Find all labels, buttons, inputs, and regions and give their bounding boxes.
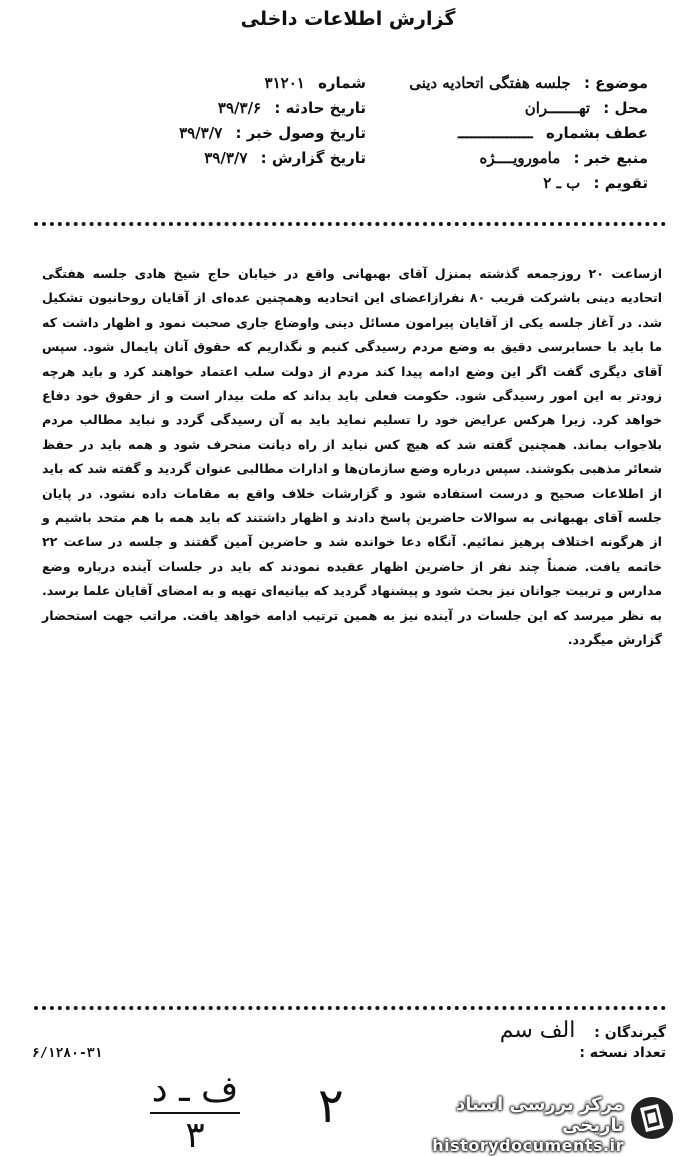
meta-rating: [348, 172, 648, 194]
meta-subject: [348, 72, 648, 94]
meta-block-left: [66, 72, 366, 172]
watermark-text: [414, 1094, 624, 1155]
handwritten-page-number: ۲: [318, 1078, 344, 1134]
receivers-label: گیرندگان :: [594, 1025, 666, 1041]
watermark: [412, 1090, 682, 1155]
copies-label: تعداد نسخه :: [579, 1045, 666, 1061]
document-number: ۶/۱۲۸۰-۳۱: [32, 1046, 103, 1061]
meta-label: شماره: [318, 74, 366, 92]
meta-value: جلسه هفتگی اتحادیه دینی: [409, 74, 571, 92]
watermark-org-name: مرکز بررسی اسناد تاریخی: [456, 1094, 624, 1136]
meta-label: تقویم :: [593, 174, 648, 192]
archive-logo-icon: [628, 1094, 676, 1142]
receivers-row: [366, 1020, 666, 1042]
meta-label: تاریخ گزارش :: [260, 149, 366, 167]
meta-value: ۳۱۲۰۱: [264, 74, 305, 92]
meta-label: موضوع :: [583, 74, 648, 92]
meta-value: ب ـ ۲: [543, 174, 581, 192]
meta-value: ۳۹/۳/۶: [217, 99, 262, 117]
annotation-bottom: ۳: [185, 1115, 205, 1156]
meta-reference: [348, 122, 648, 144]
meta-number: [66, 72, 366, 94]
divider-bottom: [34, 1006, 666, 1010]
meta-value: تهـــــــران: [524, 99, 591, 117]
meta-report-date: [66, 147, 366, 169]
annotation-bar: [150, 1112, 240, 1114]
meta-label: منبع خبر :: [573, 149, 648, 167]
meta-label: تاریخ وصول خبر :: [235, 124, 366, 142]
meta-receipt-date: [66, 122, 366, 144]
report-body: [42, 262, 662, 653]
meta-label: محل :: [603, 99, 648, 117]
meta-value: ۳۹/۳/۷: [179, 124, 223, 142]
receivers-block: [366, 1020, 666, 1064]
meta-value: مامورویــــژه: [479, 149, 561, 167]
annotation-top: ف ـ د: [151, 1069, 239, 1110]
divider-top: [34, 222, 666, 226]
meta-block-right: [348, 72, 648, 197]
meta-event-date: [66, 97, 366, 119]
meta-place: [348, 97, 648, 119]
meta-value: ۳۹/۳/۷: [204, 149, 248, 167]
meta-label: عطف بشماره: [545, 124, 648, 142]
watermark-site: historydocuments.ir: [432, 1136, 624, 1155]
receivers-handwritten: الف سم: [499, 1018, 576, 1043]
copies-row: [366, 1042, 666, 1064]
meta-value: ـــــــــــــــــ: [458, 124, 533, 142]
document-title: گزارش اطلاعات داخلی: [240, 8, 456, 30]
meta-source: [348, 147, 648, 169]
report-paragraph: ازساعت ۲۰ روزجمعه گذشته بمنزل آقای بهبهانی واقع در خیابان حاج شیخ هادی جلسه هفتگی اتحادیه دینی باشرکت قریب ۸۰ نفرازاعضای این اتحادیه وهمچنین عده‌ای از آقایان روحانیون تشکیل شد. در آغاز جلسه یکی از آقایان پیرامون مسائل دینی واوضاع جاری صحبت نمود و اظهار داشت که ما باید با حسابرسی دقیق به وضع مردم رسیدگی کنیم و نگذاریم که حقوق آنان پایمال شود. سپس آقای دیگری گفت اگر این وضع ادامه پیدا کند مردم از دولت سلب اعتماد خواهند کرد و باید هرچه زودتر به این امور رسیدگی شود. حکومت فعلی باید بداند که ملت بیدار است و از حقوق خود دفاع خواهد کرد. زیرا هرکس عرایض خود را تسلیم نماید باید به آن رسیدگی گردد و نباید مطالب مردم بلاجواب بماند. همچنین گفته شد که هیچ کس نباید از راه دیانت منحرف شود و همه باید در حفظ شعائر مذهبی بکوشند. سپس درباره وضع سازمان‌ها و ادارات مطالبی عنوان گردید و گفته شد که باید از اطلاعات صحیح و درست استفاده شود و گزارشات خلاف واقع به مقامات داده نشود. در پایان جلسه آقای بهبهانی به سوالات حاضرین پاسخ دادند و اظهار داشتند که باید همه با هم متحد باشیم و از هرگونه اختلاف پرهیز نمائیم. آنگاه دعا خوانده شد و حاضرین آمین گفتند و جلسه در ساعت ۲۲ خاتمه یافت. ضمناً چند نفر از حاضرین اظهار عقیده نمودند که باید در جلسات آینده درباره وضع مدارس و تربیت جوانان نیز بحث شود و پیشنهاد گردید که بیانیه‌ای تهیه و به امضای آقایان علما برسد. به نظر میرسد که این جلسات در آینده نیز به همین ترتیب ادامه خواهد یافت. مراتب جهت استحضار گزارش میگردد.: [42, 266, 663, 648]
meta-label: تاریخ حادثه :: [274, 99, 366, 117]
handwritten-annotation: [150, 1070, 240, 1156]
